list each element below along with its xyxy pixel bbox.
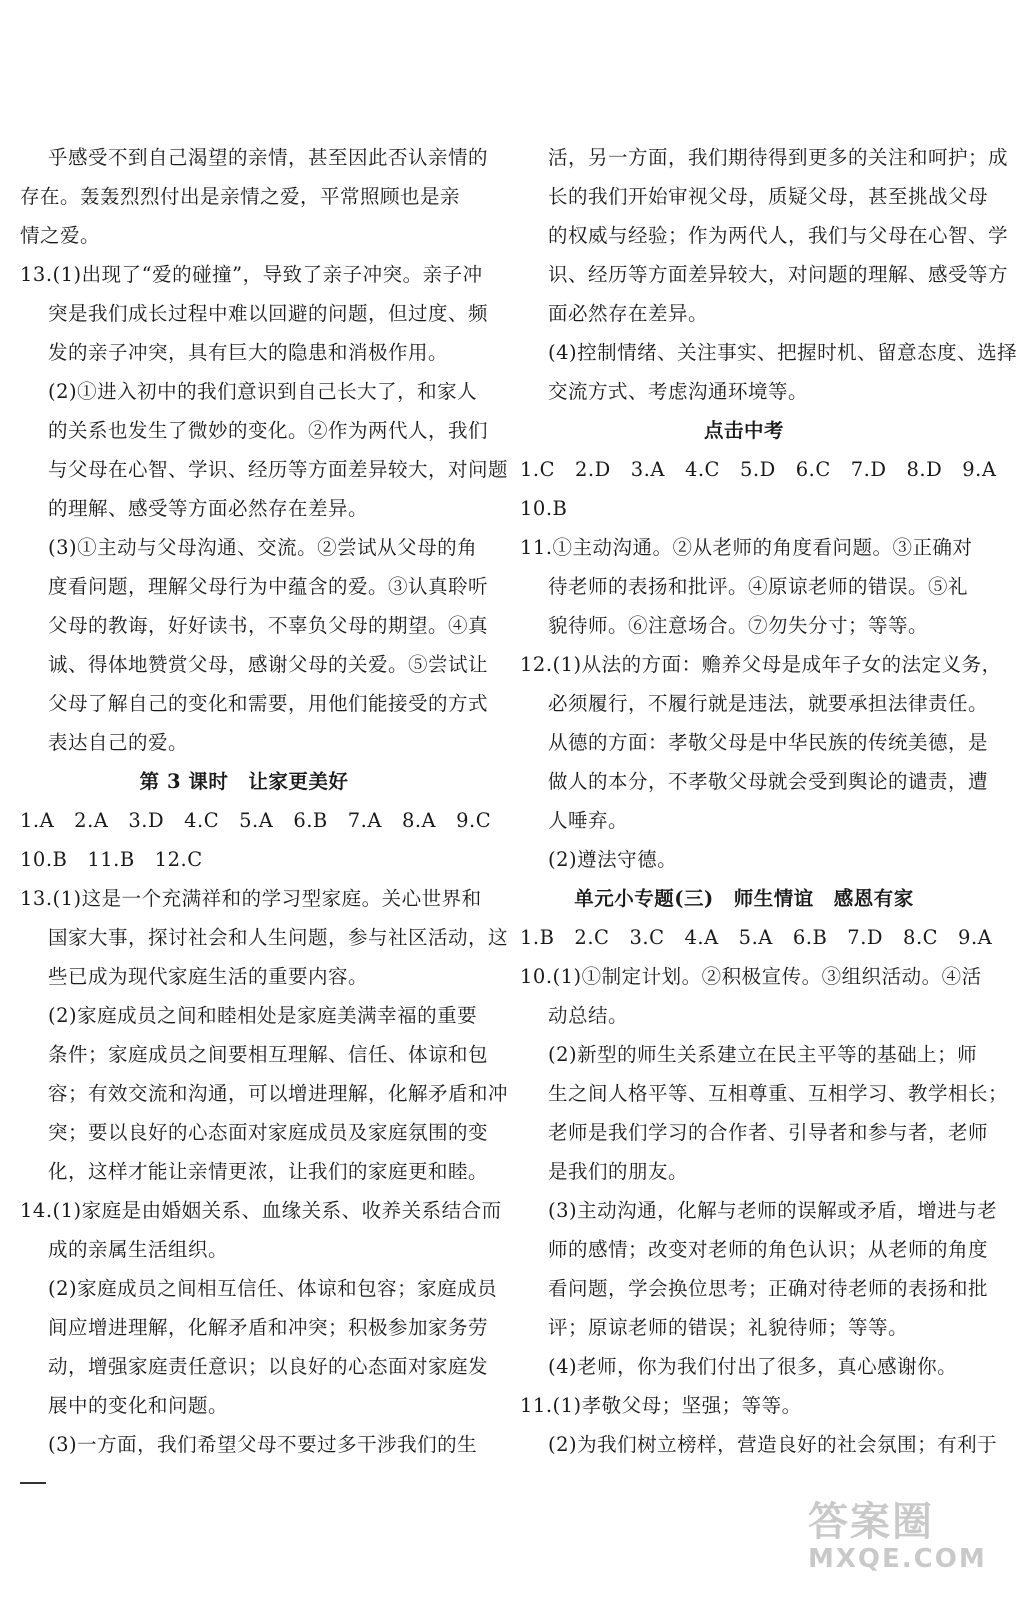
text-line: 人唾弃。 (548, 809, 629, 832)
question-10: 10.(1)①制定计划。②积极宣传。③组织活动。④活 (520, 965, 982, 988)
text-line: 做人的本分，不孝敬父母就会受到舆论的谴责，遭 (548, 770, 989, 793)
text-line: 突；要以良好的心态面对家庭成员及家庭氛围的变 (48, 1121, 489, 1144)
text-line: 老师是我们学习的合作者、引导者和参与者，老师 (548, 1121, 989, 1144)
text-line: 些已成为现代家庭生活的重要内容。 (48, 965, 369, 988)
text-line: 的理解、感受等方面必然存在差异。 (48, 497, 369, 520)
section-heading-zhongkao: 点击中考 (703, 419, 784, 442)
text-line: 表达自己的爱。 (48, 731, 189, 754)
text-line: 展中的变化和问题。 (48, 1394, 229, 1417)
text-line: 的关系也发生了微妙的变化。②作为两代人，我们 (48, 419, 489, 442)
text-line: 的权威与经验；作为两代人，我们与父母在心智、学 (548, 224, 1009, 247)
text-line: 存在。轰轰烈烈付出是亲情之爱，平常照顾也是亲 (20, 185, 461, 208)
question-12: 12.(1)从法的方面：赡养父母是成年子女的法定义务， (520, 653, 1002, 676)
text-line: (2)家庭成员之间和睦相处是家庭美满幸福的重要 (48, 1004, 478, 1027)
answer-row: 1.A 2.A 3.D 4.C 5.A 6.B 7.A 8.A 9.C (20, 809, 492, 832)
text-line: 评；原谅老师的错误；礼貌待师；等等。 (548, 1316, 909, 1339)
answer-row: 1.B 2.C 3.C 4.A 5.A 6.B 7.D 8.C 9.A (520, 926, 993, 949)
watermark-domain: MXQE.COM (808, 1544, 987, 1574)
text-line: 成的亲属生活组织。 (48, 1238, 229, 1261)
text-line: 条件；家庭成员之间要相互理解、信任、体谅和包 (48, 1043, 489, 1066)
text-line: 活，另一方面，我们期待得到更多的关注和呵护；成 (548, 146, 1009, 169)
text-line: (2)新型的师生关系建立在民主平等的基础上；师 (548, 1043, 978, 1066)
text-line: 间应增进理解，化解矛盾和冲突；积极参加家务劳 (48, 1316, 489, 1339)
text-line: 度看问题，理解父母行为中蕴含的爱。③认真聆听 (48, 575, 489, 598)
text-line: 化，这样才能让亲情更浓，让我们的家庭更和睦。 (48, 1160, 489, 1183)
site-watermark (808, 1499, 987, 1580)
text-line: 发的亲子冲突，具有巨大的隐患和消极作用。 (48, 341, 449, 364)
question-13: 13.(1)这是一个充满祥和的学习型家庭。关心世界和 (20, 887, 482, 910)
text-line: (3)一方面，我们希望父母不要过多干涉我们的生 (48, 1433, 478, 1456)
page-footer-rule (20, 1482, 46, 1484)
answer-row: 10.B (520, 497, 568, 520)
text-line: 面必然存在差异。 (548, 302, 709, 325)
text-line: (4)老师，你为我们付出了很多，真心感谢你。 (548, 1355, 958, 1378)
text-line: (2)为我们树立榜样，营造良好的社会氛围；有利于 (548, 1433, 998, 1456)
text-line: 交流方式、考虑沟通环境等。 (548, 380, 809, 403)
right-column (520, 138, 1017, 1464)
text-line: 国家大事，探讨社会和人生问题，参与社区活动，这 (48, 926, 509, 949)
text-line: 生之间人格平等、互相尊重、互相学习、教学相长； (548, 1082, 1009, 1105)
answer-row: 1.C 2.D 3.A 4.C 5.D 6.C 7.D 8.D 9.A (520, 458, 997, 481)
text-line: (3)①主动与父母沟通、交流。②尝试从父母的角 (48, 536, 478, 559)
text-line: (4)控制情绪、关注事实、把握时机、留意态度、选择 (548, 341, 1017, 364)
section-heading-lesson-3: 第 3 课时 让家更美好 (139, 770, 349, 793)
text-line: (3)主动沟通，化解与老师的误解或矛盾，增进与老 (548, 1199, 998, 1222)
answer-row: 10.B 11.B 12.C (20, 848, 203, 871)
watermark-logo-text: 答案圈 (808, 1499, 934, 1545)
text-line: (2)①进入初中的我们意识到自己长大了，和家人 (48, 380, 478, 403)
text-line: 从德的方面：孝敬父母是中华民族的传统美德，是 (548, 731, 989, 754)
text-line: (2)家庭成员之间相互信任、体谅和包容；家庭成员 (48, 1277, 498, 1300)
text-line: 长的我们开始审视父母，质疑父母，甚至挑战父母 (548, 185, 989, 208)
text-line: 是我们的朋友。 (548, 1160, 689, 1183)
text-line: 情之爱。 (20, 224, 101, 247)
text-line: 父母了解自己的变化和需要，用他们能接受的方式 (48, 692, 489, 715)
text-line: 突是我们成长过程中难以回避的问题，但过度、频 (48, 302, 489, 325)
text-line: 识、经历等方面差异较大，对问题的理解、感受等方 (548, 263, 1009, 286)
text-line: 看问题，学会换位思考；正确对待老师的表扬和批 (548, 1277, 989, 1300)
text-line: 动，增强家庭责任意识；以良好的心态面对家庭发 (48, 1355, 489, 1378)
question-11: 11.(1)孝敬父母；坚强；等等。 (520, 1394, 802, 1417)
text-line: (2)遵法守德。 (548, 848, 678, 871)
text-line: 必须履行，不履行就是违法，就要承担法律责任。 (548, 692, 989, 715)
text-line: 动总结。 (548, 1004, 629, 1027)
text-line: 貌待师。⑥注意场合。⑦勿失分寸；等等。 (548, 614, 929, 637)
question-13: 13.(1)出现了“爱的碰撞”，导致了亲子冲突。亲子冲 (20, 263, 483, 286)
text-line: 诚、得体地赞赏父母，感谢父母的关爱。⑤尝试让 (48, 653, 489, 676)
text-line: 容；有效交流和沟通，可以增进理解，化解矛盾和冲 (48, 1082, 509, 1105)
left-column (20, 138, 509, 1464)
text-line: 与父母在心智、学识、经历等方面差异较大，对问题 (48, 458, 509, 481)
question-14: 14.(1)家庭是由婚姻关系、血缘关系、收养关系结合而 (20, 1199, 502, 1222)
text-line: 乎感受不到自己渴望的亲情，甚至因此否认亲情的 (48, 146, 489, 169)
text-line: 师的感情；改变对老师的角色认识；从老师的角度 (548, 1238, 989, 1261)
question-11: 11.①主动沟通。②从老师的角度看问题。③正确对 (520, 536, 973, 559)
section-heading-unit-topic-3: 单元小专题(三) 师生情谊 感恩有家 (574, 887, 914, 910)
text-line: 待老师的表扬和批评。④原谅老师的错误。⑤礼 (548, 575, 969, 598)
text-line: 父母的教诲，好好读书，不辜负父母的期望。④真 (48, 614, 489, 637)
